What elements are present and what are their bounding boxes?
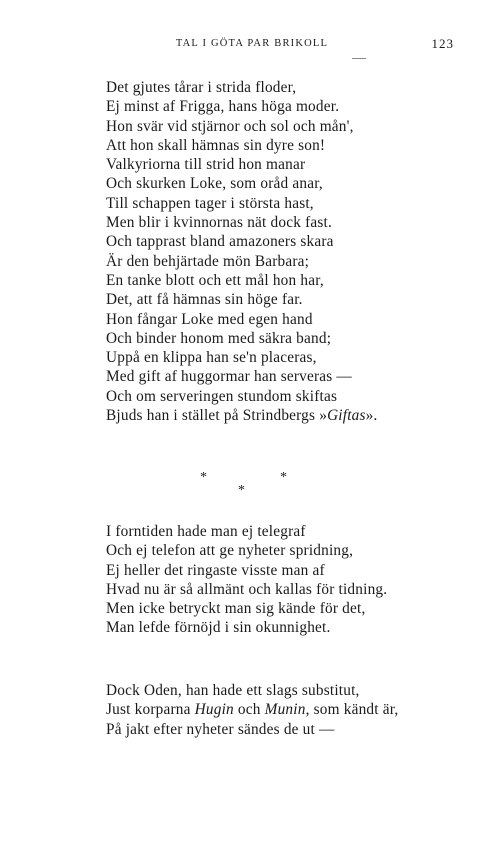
verse-text: , som kändt är, bbox=[305, 701, 399, 719]
verse-line: Att hon skall hämnas sin dyre son! bbox=[106, 136, 326, 154]
name-munin: Munin bbox=[264, 701, 306, 719]
verse-text: Bjuds han i stället på Strindbergs » bbox=[106, 407, 328, 425]
printer-mark bbox=[352, 58, 366, 59]
verse-line: Det, att få hämnas sin höge far. bbox=[106, 291, 303, 309]
asterisk: * bbox=[238, 483, 245, 498]
verse-line bbox=[106, 700, 476, 719]
running-head bbox=[0, 38, 504, 54]
verse-text: ». bbox=[365, 407, 378, 425]
verse-line: Valkyriorna till strid hon manar bbox=[106, 156, 306, 174]
verse-line: Ej minst af Frigga, hans höga moder. bbox=[106, 98, 340, 116]
name-hugin: Hugin bbox=[194, 701, 234, 719]
verse-line: Ej heller det ringaste visste man af bbox=[106, 561, 325, 579]
verse-line: En tanke blott och ett mål hon har, bbox=[106, 271, 324, 289]
asterisk: * bbox=[200, 470, 207, 485]
verse-line: Det gjutes tårar i strida floder, bbox=[106, 79, 297, 96]
verse-line: Och tapprast bland amazoners skara bbox=[106, 233, 334, 251]
stanza-1 bbox=[106, 78, 476, 425]
verse-line: Med gift af huggormar han serveras — bbox=[106, 368, 352, 386]
verse-line: Till schappen tager i största hast, bbox=[106, 194, 314, 212]
verse-text: Just korparna bbox=[106, 701, 195, 719]
verse-line: Hon fångar Loke med egen hand bbox=[106, 310, 313, 328]
page-number: 123 bbox=[431, 36, 454, 51]
verse-line: Är den behjärtade mön Barbara; bbox=[106, 252, 310, 270]
verse-line: Hvad nu är så allmänt och kallas för tidning. bbox=[106, 580, 388, 598]
verse-line: På jakt efter nyheter sändes de ut — bbox=[106, 720, 335, 738]
asterisk: * bbox=[280, 470, 287, 485]
verse-text: och bbox=[233, 701, 265, 719]
verse-line: Och skurken Loke, som oråd anar, bbox=[106, 175, 323, 193]
verse-line: Uppå en klippa han se'n placeras, bbox=[106, 349, 317, 367]
verse-line: Och om serveringen stundom skiftas bbox=[106, 387, 338, 405]
stanza-3 bbox=[106, 681, 476, 739]
verse-line: I forntiden hade man ej telegraf bbox=[106, 523, 306, 540]
verse-line-last bbox=[106, 406, 476, 425]
stanza-2 bbox=[106, 522, 476, 638]
title-giftas: Giftas bbox=[327, 407, 366, 425]
section-separator bbox=[0, 470, 504, 500]
verse-line: Men blir i kvinnornas nät dock fast. bbox=[106, 214, 332, 232]
verse-line: Man lefde förnöjd i sin okunnighet. bbox=[106, 619, 331, 637]
verse-line: Hon svär vid stjärnor och sol och mån', bbox=[106, 117, 354, 135]
verse-line: Och ej telefon att ge nyheter spridning, bbox=[106, 542, 354, 560]
verse-line: Dock Oden, han hade ett slags substitut, bbox=[106, 682, 360, 699]
verse-line: Och binder honom med säkra band; bbox=[106, 329, 332, 347]
running-title: TAL I GÖTA PAR BRIKOLL bbox=[175, 38, 329, 49]
verse-line: Men icke betryckt man sig kände för det, bbox=[106, 600, 366, 618]
